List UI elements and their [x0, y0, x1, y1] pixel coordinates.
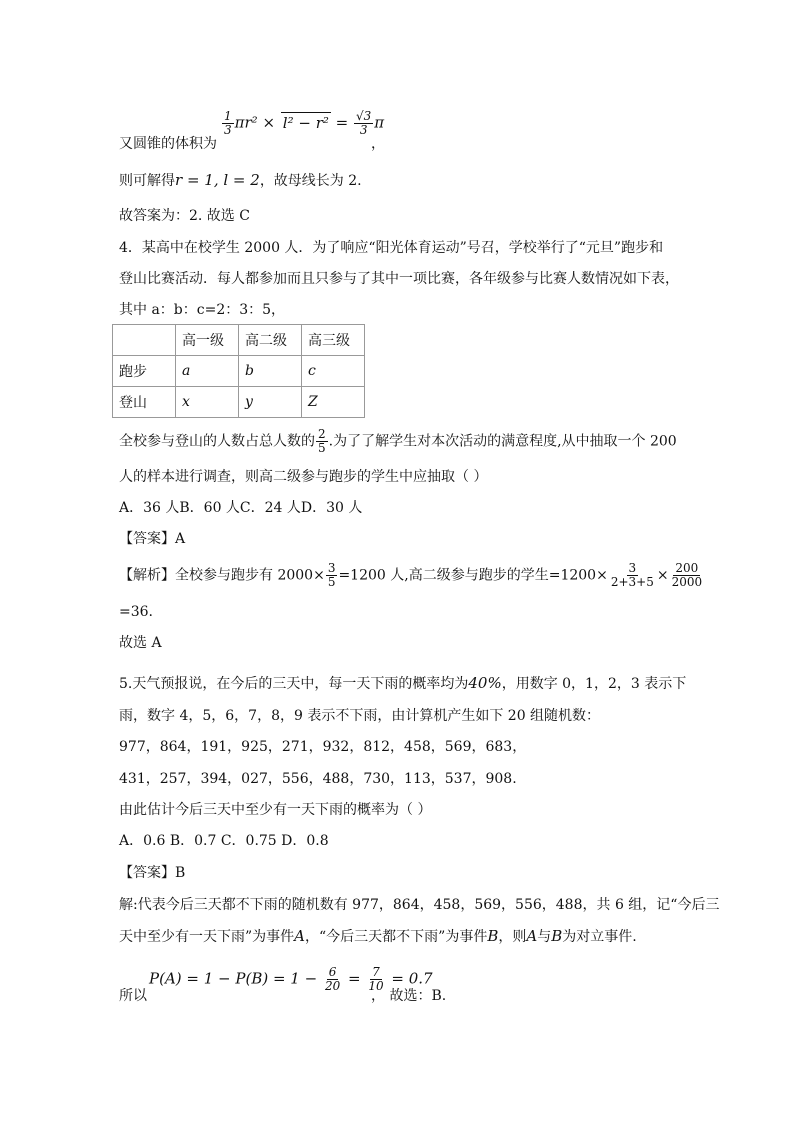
fraction-200-2000: $\frac{200}{2000}$ [671, 561, 703, 589]
q5-stem-1: 5.天气预报说，在今后的三天中，每一天下雨的概率均为40%，用数字 0，1，2，3 表示下 [119, 674, 687, 692]
probability-formula: P(A) = 1 − P(B) = 1 − $\frac{6}{20}$ = $\frac{7}{10}$ = 0.7 [149, 965, 433, 993]
q4-stem-2: 登山比赛活动．每人都参加而且只参与了其中一项比赛，各年级参与比赛人数情况如下表， [119, 271, 679, 287]
fraction-three-fifths: $\frac{3}{5}$ [327, 561, 336, 589]
q5-random-2: 431，257，394，027，556，488，730，113，537，908. [119, 771, 517, 787]
q4-stem-3: 其中 a：b：c=2：3：5， [119, 302, 286, 318]
q4-stem-5: 人的样本进行调查，则高二级参与跑步的学生中应抽取（ ） [119, 469, 488, 485]
table-row: 跑步 a b c [113, 356, 365, 387]
fraction-two-fifths: $\frac{2}{5}$ [318, 427, 326, 455]
q5-options: A．0.6 B．0.7 C．0.75 D．0.8 [119, 833, 329, 849]
participation-table [112, 324, 365, 418]
solve-line: 则可解得r = 1, l = 2，故母线长为 2. [119, 171, 362, 189]
q4-stem-4: 全校参与登山的人数占总人数的 $\frac{2}{5}$ .为了了解学生对本次活动的满意程度,从中抽取一个 200 [119, 427, 677, 455]
cone-volume-formula: $\frac{1}{3}$ πr² × l² − r² = $\frac{√3}{3}$ π [224, 109, 385, 137]
q4-stem-1: 4．某高中在校学生 2000 人．为了响应“阳光体育运动”号召，学校举行了“元旦”跑步和 [119, 240, 664, 256]
fraction-6-20: $\frac{6}{20}$ [324, 965, 341, 993]
fraction-three-over-sum: $\frac{3}{2+3+5}$ [610, 561, 654, 589]
fraction-7-10: $\frac{7}{10}$ [368, 965, 384, 993]
fraction-root3-over-3: $\frac{√3}{3}$ [356, 109, 372, 137]
cone-volume-text: 又圆锥的体积为 [119, 136, 217, 152]
solve-math: r = 1, l = 2 [175, 171, 260, 189]
q5-stem-2: 雨，数字 4，5，6，7，8，9 表示不下雨，由计算机产生如下 20 组随机数： [119, 708, 601, 724]
q5-solution-1: 解:代表今后三天都不下雨的随机数有 977，864，458，569，556，488，共 6 组，记“今后三 [119, 897, 720, 913]
q4-options: A．36 人B．60 人C．24 人D．30 人 [119, 500, 363, 516]
table-header-row: 高一级 高二级 高三级 [113, 325, 365, 356]
q5-solution-2: 天中至少有一天下雨”为事件A，“今后三天都不下雨”为事件B，则A与B为对立事件. [119, 927, 637, 945]
table-row: 登山 x y Z [113, 387, 365, 418]
q4-choose: 故选 A [119, 635, 162, 651]
q5-answer: 【答案】B [119, 865, 186, 881]
q4-analysis: 【解析】全校参与跑步有 2000× $\frac{3}{5}$ =1200 人,高二级参与跑步的学生=1200× $\frac{3}{2+3+5}$ × $\frac{200}{2000}$ [119, 561, 703, 589]
answer-line-q3: 故答案为：2. 故选 C [119, 208, 250, 224]
q5-stem-3: 由此估计今后三天中至少有一天下雨的概率为（ ） [119, 802, 432, 818]
q5-random-1: 977，864，191，925，271，932，812，458，569，683， [119, 739, 527, 755]
percent-40: 40% [468, 674, 502, 692]
fraction-one-third: $\frac{1}{3}$ [224, 109, 232, 137]
q4-analysis-end: =36. [119, 604, 153, 620]
q4-answer: 【答案】A [119, 531, 186, 547]
